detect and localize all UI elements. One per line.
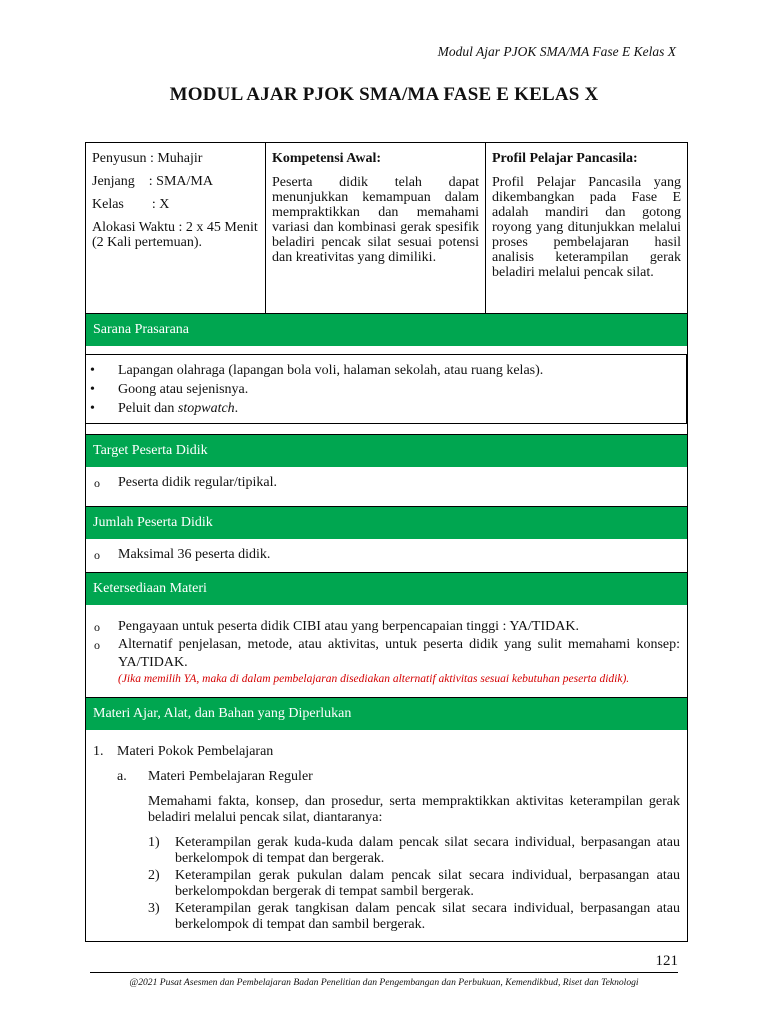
footer-divider — [90, 972, 678, 973]
circle-bullet-icon: o — [94, 548, 100, 562]
circle-bullet-icon: o — [94, 476, 100, 490]
circle-bullet-icon: o — [94, 638, 100, 652]
identity-column — [86, 143, 266, 313]
ketersediaan-note: (Jika memilih YA, maka di dalam pembelajaran disediakan alternatif aktivitas sesuai kebutuhan peserta didik). — [118, 673, 630, 685]
materi-subpoint: a. Materi Pembelajaran Reguler — [117, 769, 313, 784]
jenjang: Jenjang : SMA/MA — [92, 174, 213, 189]
penyusun: Penyusun : Muhajir — [92, 151, 203, 166]
materi-body — [86, 730, 687, 933]
ketersediaan-heading: Ketersediaan Materi — [86, 573, 687, 605]
running-header: Modul Ajar PJOK SMA/MA Fase E Kelas X — [437, 44, 676, 59]
materi-point: 1. Materi Pokok Pembelajaran — [93, 744, 274, 759]
bullet-icon: • — [90, 382, 95, 397]
list-item: o Pengayaan untuk peserta didik CIBI atau yang berpencapaian tinggi : YA/TIDAK. — [86, 618, 687, 636]
list-item: 1) Keterampilan gerak kuda-kuda dalam pencak silat secara individual, berpasangan atau berkelompok di tempat dan bergerak. — [148, 835, 680, 866]
materi-list — [93, 835, 680, 933]
list-item: o Maksimal 36 peserta didik. — [86, 546, 687, 564]
list-item: o Peserta didik regular/tipikal. — [86, 474, 687, 492]
bullet-icon: • — [90, 363, 95, 378]
page-number: 121 — [655, 953, 678, 969]
list-item: 3) Keterampilan gerak tangkisan dalam pencak silat secara individual, berpasangan atau berkelompok di tempat dan sambil bergerak. — [148, 901, 680, 932]
page-title: MODUL AJAR PJOK SMA/MA FASE E KELAS X — [169, 84, 599, 105]
kompetensi-title: Kompetensi Awal: — [272, 151, 382, 166]
list-item: 2) Keterampilan gerak pukulan dalam pencak silat secara individual, berpasangan atau berkelompokdan bergerak di tempat sambil bergerak. — [148, 868, 680, 899]
ketersediaan-body — [86, 605, 687, 698]
list-item: • Peluit dan stopwatch. — [86, 399, 686, 418]
sarana-body — [86, 354, 687, 435]
kompetensi-column — [266, 143, 486, 313]
info-table — [86, 143, 687, 314]
alokasi-waktu: Alokasi Waktu : 2 x 45 Menit (2 Kali pertemuan). — [92, 220, 258, 250]
kelas: Kelas : X — [92, 197, 170, 212]
materi-heading: Materi Ajar, Alat, dan Bahan yang Diperlukan — [86, 698, 687, 730]
materi-paragraph: Memahami fakta, konsep, dan prosedur, serta mempraktikkan aktivitas keterampilan gerak beladiri melalui pencak silat, diantaranya: — [148, 794, 680, 825]
bullet-icon: • — [90, 401, 95, 416]
kompetensi-text: Peserta didik telah dapat menunjukkan kemampuan dalam mempraktikkan dan memahami variasi dan kombinasi gerak spesifik beladiri pencak silat sesuai potensi dan kreativitas yang dimiliki. — [272, 175, 479, 265]
list-item: • Goong atau sejenisnya. — [86, 380, 686, 399]
jumlah-heading: Jumlah Peserta Didik — [86, 507, 687, 539]
profil-text: Profil Pelajar Pancasila yang dikembangkan pada Fase E adalah mandiri dan gotong royong yang ditunjukkan melalui proses pembelajaran hasil analisis keterampilan gerak beladiri melalui pencak silat. — [492, 175, 681, 280]
footer-copyright: @2021 Pusat Asesmen dan Pembelajaran Badan Penelitian dan Pengembangan dan Perbukuan, Kemendikbud, Riset dan Teknologi — [129, 977, 639, 988]
circle-bullet-icon: o — [94, 620, 100, 634]
list-item: o Alternatif penjelasan, metode, atau aktivitas, untuk peserta didik yang sulit memahami konsep: YA/TIDAK. (Jika memilih YA, maka di dalam pembelajaran disediakan alternatif aktivitas sesuai kebutuhan peserta didik). — [86, 636, 687, 686]
sarana-list — [86, 354, 687, 424]
profil-column — [486, 143, 687, 313]
list-item: • Lapangan olahraga (lapangan bola voli, halaman sekolah, atau ruang kelas). — [86, 361, 686, 380]
profil-title: Profil Pelajar Pancasila: — [492, 151, 638, 166]
target-body — [86, 467, 687, 507]
jumlah-body — [86, 539, 687, 573]
module-table — [85, 142, 688, 942]
target-heading: Target Peserta Didik — [86, 435, 687, 467]
sarana-heading: Sarana Prasarana — [86, 314, 687, 346]
